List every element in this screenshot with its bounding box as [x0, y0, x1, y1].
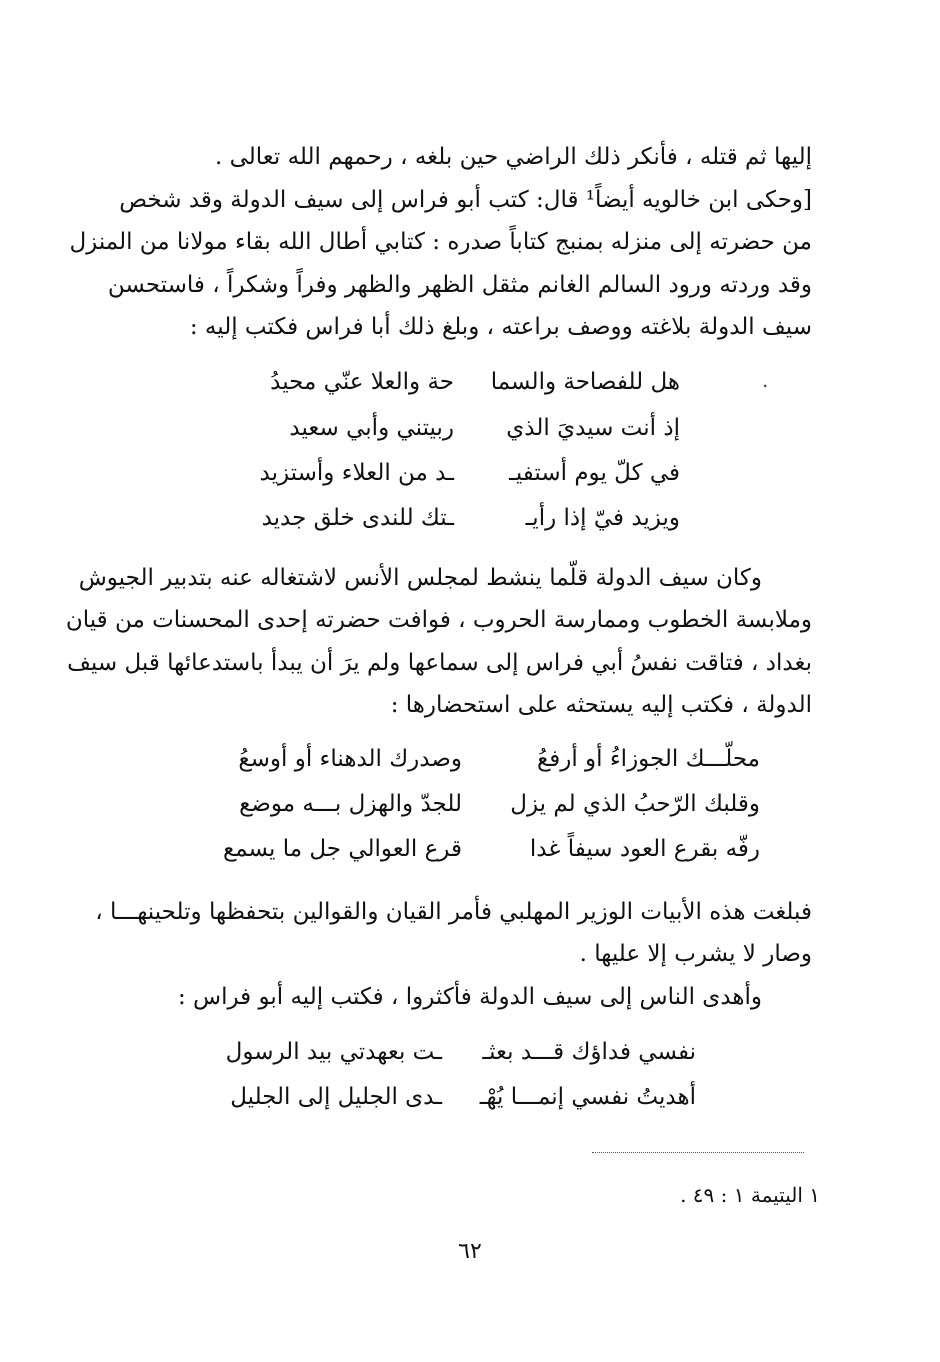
- verse-first-hemistich: وقلبك الرّحبُ الذي لم يزل: [510, 791, 760, 817]
- footnote-separator: [592, 1152, 804, 1153]
- paragraph-3-line: بغداد ، فتاقت نفسُ أبي فراس إلى سماعها ولم يرَ أن يبدأ باستدعائها قبل سيف: [67, 650, 812, 676]
- verse-first-hemistich: هل للفصاحة والسما: [490, 369, 680, 395]
- paragraph-1-line: إليها ثم قتله ، فأنكر ذلك الراضي حين بلغه ، رحمهم الله تعالى .: [214, 144, 812, 170]
- paragraph-4-line: فبلغت هذه الأبيات الوزير المهلبي فأمر القيان والقوالين بتحفظها وتلحينهـــا ،: [95, 899, 812, 925]
- verse-second-hemistich: ربيتني وأبي سعيد: [289, 415, 454, 441]
- verse-second-hemistich: وصدرك الدهناء أو أوسعُ: [238, 746, 462, 772]
- footnote: ١ اليتيمة ١ : ٤٩ .: [680, 1183, 820, 1207]
- paragraph-3-line: وملابسة الخطوب وممارسة الحروب ، فوافت حضرته إحدى المحسنات من قيان: [65, 607, 812, 633]
- verse-first-hemistich: ويزيد فيّ إذا رأيـ: [525, 505, 680, 531]
- verse-second-hemistich: ـتك للندى خلق جديد: [261, 505, 454, 531]
- stray-mark: .: [762, 368, 769, 392]
- paragraph-3-line: الدولة ، فكتب إليه يستحثه على استحضارها :: [390, 692, 812, 718]
- verse-second-hemistich: ـت بعهدتي بيد الرسول: [225, 1039, 442, 1065]
- paragraph-2-line: سيف الدولة بلاغته ووصف براعته ، وبلغ ذلك أبا فراس فكتب إليه :: [189, 314, 812, 340]
- verse-second-hemistich: ـدى الجليل إلى الجليل: [230, 1084, 442, 1110]
- paragraph-2-line: وقد وردته ورود السالم الغانم مثقل الظهر والظهر وفراً وشكراً ، فاستحسن: [107, 272, 812, 298]
- paragraph-2-line: [وحكى ابن خالويه أيضاً¹ قال: كتب أبو فراس إلى سيف الدولة وقد شخص: [119, 187, 812, 213]
- verse-first-hemistich: محلّـــك الجوزاءُ أو أرفعُ: [537, 746, 760, 772]
- verse-second-hemistich: قرع العوالي جل ما يسمع: [222, 836, 462, 862]
- paragraph-5-line: وأهدى الناس إلى سيف الدولة فأكثروا ، فكتب إليه أبو فراس :: [177, 984, 762, 1010]
- verse-second-hemistich: ـد من العلاء وأستزيد: [259, 460, 454, 486]
- paragraph-3-line: وكان سيف الدولة قلّما ينشط لمجلس الأنس لاشتغاله عنه بتدبير الجيوش: [78, 565, 762, 591]
- paragraph-4-line: وصار لا يشرب إلا عليها .: [579, 941, 812, 967]
- verse-second-hemistich: حة والعلا عنّي محيدُ: [270, 369, 454, 395]
- page-number: ٦٢: [458, 1239, 482, 1264]
- verse-first-hemistich: نفسي فداؤك قـــد بعثـ: [482, 1039, 696, 1065]
- paragraph-2-line: من حضرته إلى منزله بمنبج كتاباً صدره : كتابي أطال الله بقاء مولانا من المنزل: [69, 229, 812, 255]
- verse-second-hemistich: للجدّ والهزل بـــه موضع: [239, 791, 462, 817]
- verse-first-hemistich: في كلّ يوم أستفيـ: [509, 460, 680, 486]
- verse-first-hemistich: رفّه بقرع العود سيفاً غدا: [529, 836, 760, 862]
- verse-first-hemistich: إذ أنت سيديَ الذي: [506, 415, 680, 441]
- verse-first-hemistich: أهديتُ نفسي إنمـــا يُهْـ: [479, 1084, 696, 1110]
